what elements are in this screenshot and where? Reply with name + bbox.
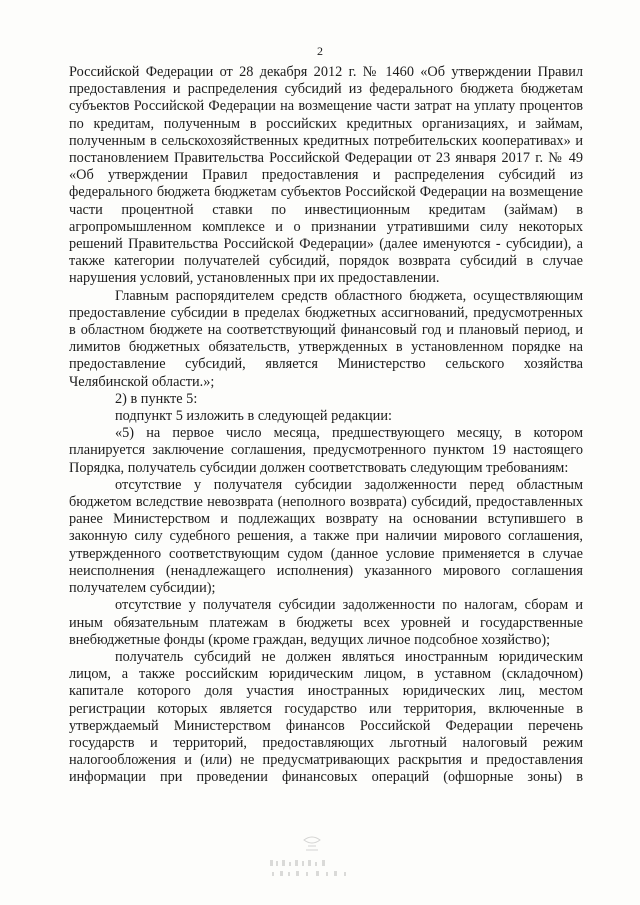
document-body	[69, 64, 583, 787]
paragraph-6: отсутствие у получателя субсидии задолженности перед областным бюджетом вследствие невозврата (неполного возврата) субсидий, предоставленных ранее Министерством и подлежащих возврату на основании вступившего в законную силу судебного решения, а также при наличии мирового соглашения, утвержденного соответствующим судом (данное условие применяется в случае неисполнения (ненадлежащего исполнения) указанного мирового соглашения получателем субсидии);	[69, 476, 583, 597]
paragraph-2: Главным распорядителем средств областного бюджета, осуществляющим предоставление субсидии в пределах бюджетных ассигнований, предусмотренных в областном бюджете на соответствующий финансовый год и плановый период, и лимитов бюджетных обязательств, утвержденных в установленном порядке на предоставление субсидий, является Министерство сельского хозяйства Челябинской области.»;	[69, 287, 583, 390]
page-number: 2	[317, 44, 323, 58]
paragraph-3: 2) в пункте 5:	[115, 390, 198, 407]
paragraph-5: «5) на первое число месяца, предшествующего месяцу, в котором планируется заключение соглашения, предусмотренного пунктом 19 настоящего Порядка, получатель субсидии должен соответствовать следующим требованиям:	[69, 425, 583, 476]
faint-stamp-mark	[262, 832, 362, 882]
paragraph-7: отсутствие у получателя субсидии задолженности по налогам, сборам и иным обязательным платежам в бюджеты всех уровней и государственные внебюджетные фонды (кроме граждан, ведущих личное подсобное хозяйство);	[69, 597, 583, 648]
paragraph-1: Российской Федерации от 28 декабря 2012 г. № 1460 «Об утверждении Правил предоставления и распределения субсидий из федерального бюджета бюджетам субъектов Российской Федерации на возмещение части затрат на уплату процентов по кредитам, полученным в российских кредитных организациях, и займам, полученным в сельскохозяйственных кредитных потребительских кооперативах» и постановлением Правительства Российской Федерации от 23 января 2017 г. № 49 «Об утверждении Правил предоставления и распределения субсидий из федерального бюджета бюджетам субъектов Российской Федерации на возмещение части процентной ставки по инвестиционным кредитам (займам) в агропромышленном комплексе и о признании утратившими силу некоторых решений Правительства Российской Федерации» (далее именуются - субсидии), а также категории получателей субсидий, порядок возврата субсидий в случае нарушения условий, установленных при их предоставлении.	[69, 64, 583, 287]
paragraph-8: получатель субсидий не должен являться иностранным юридическим лицом, а также российским юридическим лицом, в уставном (складочном) капитале которого доля участия иностранных юридических лиц, местом регистрации которых является государство или территория, включенные в утверждаемый Министерством финансов Российской Федерации перечень государств и территорий, предоставляющих льготный налоговый режим налогообложения и (или) не предусматривающих раскрытия и предоставления информации при проведении финансовых операций (офшорные зоны) в	[69, 648, 583, 786]
paragraph-4: подпункт 5 изложить в следующей редакции:	[115, 408, 392, 425]
